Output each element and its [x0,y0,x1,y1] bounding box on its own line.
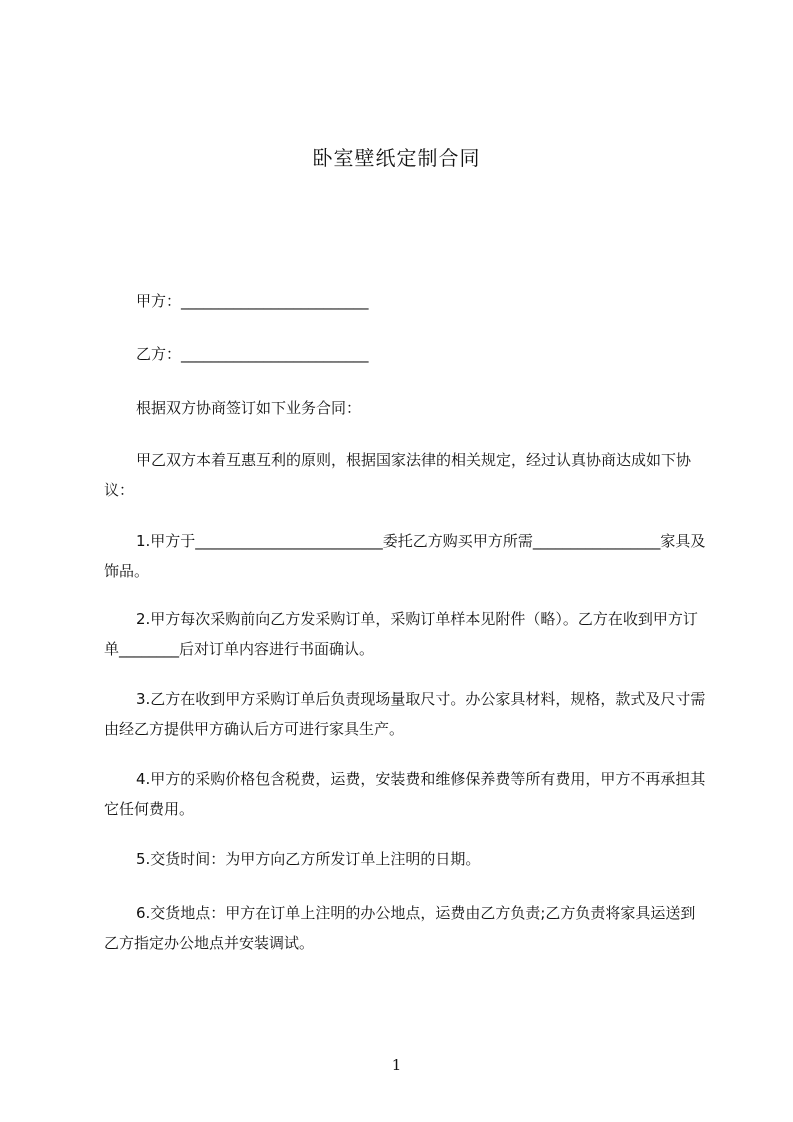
clause-1: 1.甲方于_________________________委托乙方购买甲方所需_________________家具及饰品。 [104,532,706,580]
clause-6: 6.交货地点：甲方在订单上注明的办公地点，运费由乙方负责;乙方负责将家具运送到乙方指定办公地点并安装调试。 [104,904,696,952]
clause-5: 5.交货时间：为甲方向乙方所发订单上注明的日期。 [136,850,481,868]
intro-paragraph: 根据双方协商签订如下业务合同： [136,399,362,417]
clause-3: 3.乙方在收到甲方采购订单后负责现场量取尺寸。办公家具材料，规格，款式及尺寸需由经乙方提供甲方确认后方可进行家具生产。 [104,690,706,738]
party-b-line: 乙方：_________________________ [136,345,369,363]
party-a-line: 甲方：_________________________ [136,292,369,310]
clause-2: 2.甲方每次采购前向乙方发采购订单，采购订单样本见附件（略）。乙方在收到甲方订单________后对订单内容进行书面确认。 [104,610,698,658]
document-title: 卧室壁纸定制合同 [312,146,481,170]
principle-paragraph: 甲乙双方本着互惠互利的原则，根据国家法律的相关规定，经过认真协商达成如下协议： [104,451,692,499]
clause-4: 4.甲方的采购价格包含税费，运费，安装费和维修保养费等所有费用，甲方不再承担其它任何费用。 [104,770,706,818]
page-number: 1 [391,1056,402,1074]
